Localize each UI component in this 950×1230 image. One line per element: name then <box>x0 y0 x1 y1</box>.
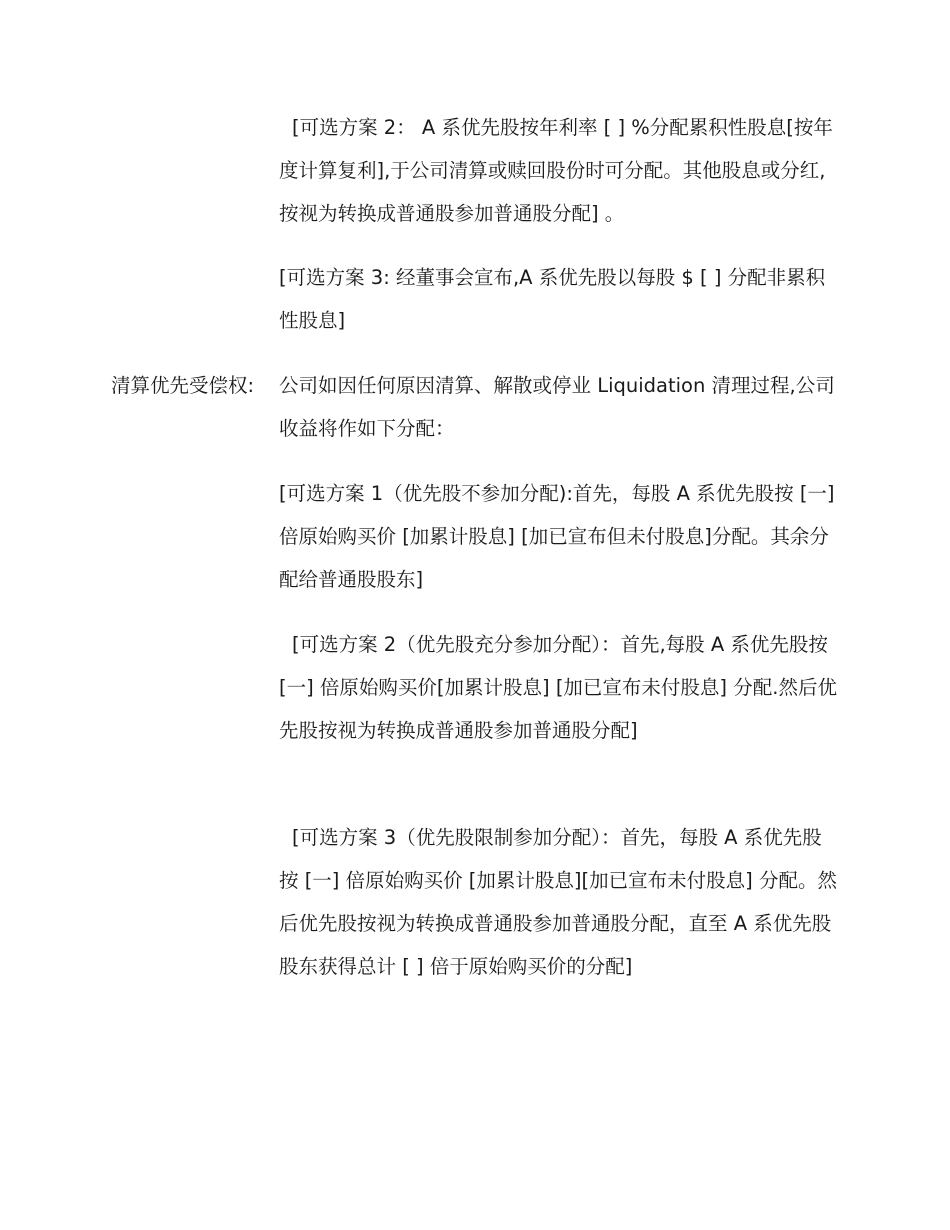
liquidation-intro-paragraph: 公司如因任何原因清算、解散或停业 Liquidation 清理过程,公司收益将作如下分配： <box>279 374 835 440</box>
liquidation-option3-paragraph: [可选方案 3（优先股限制参加分配）：首先，每股 A 系优先股按 [一] 倍原始购买价 [加累计股息][加已宣布未付股息] 分配。然后优先股按视为转换成普通股参加普通股分配，直至 A 系优先股股东获得总计 [ ] 倍于原始购买价的分配] <box>279 826 837 978</box>
option2-dividend-paragraph: [可选方案 2： A 系优先股按年利率 [ ] %分配累积性股息[按年度计算复利],于公司清算或赎回股份时可分配。其他股息或分红,按视为转换成普通股参加普通股分配] 。 <box>279 116 833 225</box>
liquidation-preference-label: 清算优先受偿权: <box>111 374 255 397</box>
option3-dividend-paragraph: [可选方案 3: 经董事会宣布,A 系优先股以每股 $ [ ] 分配非累积性股息] <box>279 266 826 332</box>
liquidation-option2-paragraph: [可选方案 2（优先股充分参加分配）：首先,每股 A 系优先股按[一] 倍原始购买价[加累计股息] [加已宣布未付股息] 分配.然后优先股按视为转换成普通股参加普通股分配] <box>279 633 837 742</box>
liquidation-option1-paragraph: [可选方案 1（优先股不参加分配):首先，每股 A 系优先股按 [一] 倍原始购买价 [加累计股息] [加已宣布但未付股息]分配。其余分配给普通股股东] <box>279 482 835 591</box>
